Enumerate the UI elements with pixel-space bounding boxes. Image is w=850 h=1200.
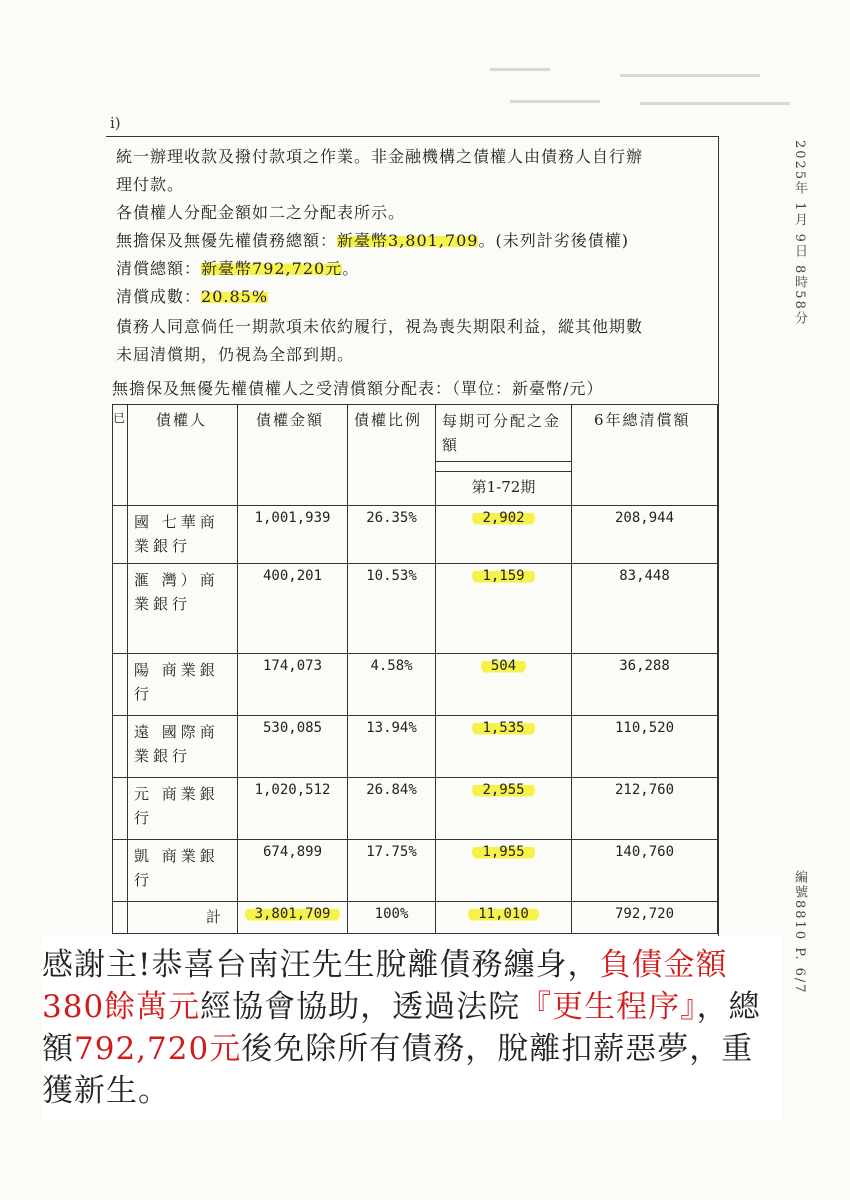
total-per-period: 11,010 [468, 906, 539, 922]
paragraph-repay-ratio [116, 284, 268, 310]
header-total: 6年總清償額 [572, 405, 718, 506]
fax-date-stamp: 2025年 1月 9日 8時58分 [792, 140, 807, 326]
table-row [113, 716, 718, 778]
repay-total-suffix: 。 [342, 259, 360, 278]
note-part-7: 後免除所有債務，脫離扣薪惡夢，重獲新生。 [42, 1031, 754, 1109]
per-period-amount: 2,955 [472, 782, 534, 798]
note-total-amount: 792,720元 [74, 1031, 242, 1067]
paragraph-6b: 未屆清償期，仍視為全部到期。 [116, 345, 355, 364]
note-procedure: 『更生程序』 [520, 989, 697, 1025]
total-repay: 36,288 [572, 654, 718, 716]
table-row [113, 506, 718, 564]
header-per-period: 每期可分配之金額 [436, 405, 572, 462]
paragraph-1b: 理付款。 [116, 175, 185, 194]
total-repay: 212,760 [572, 778, 718, 840]
header-period-range: 第1-72期 [436, 472, 572, 506]
repay-total-amount: 新臺幣792,720元 [201, 259, 343, 278]
claim-amount: 174,073 [238, 654, 348, 716]
paragraph-1a: 統一辦理收款及撥付款項之作業。非金融機構之債權人由債務人自行辦 [116, 147, 644, 166]
claim-amount: 674,899 [238, 840, 348, 902]
claim-amount: 1,001,939 [238, 506, 348, 564]
header-ratio: 債權比例 [348, 405, 436, 506]
claim-ratio: 4.58% [348, 654, 436, 716]
debt-total-note: 。(未列計劣後債權) [478, 231, 629, 250]
table-row [113, 840, 718, 902]
header-mark: i) [110, 114, 121, 132]
table-total-row [113, 902, 718, 934]
note-part-3: 經協會協助，透過法院 [200, 989, 521, 1025]
total-label: 計 [128, 902, 238, 934]
claim-ratio: 26.35% [348, 506, 436, 564]
paragraph-repay-total [116, 256, 359, 282]
claim-amount: 400,201 [238, 564, 348, 654]
claim-ratio: 17.75% [348, 840, 436, 902]
creditor-name: 國 七華商業銀行 [128, 506, 238, 564]
creditor-name: 滙 灣）商業銀行 [128, 564, 238, 654]
claim-amount: 530,085 [238, 716, 348, 778]
paragraph-6a: 債務人同意倘任一期款項未依約履行，視為喪失期限利益，縱其他期數 [116, 317, 644, 336]
claim-amount: 1,020,512 [238, 778, 348, 840]
claim-ratio: 26.84% [348, 778, 436, 840]
total-repay: 83,448 [572, 564, 718, 654]
per-period-amount: 2,902 [472, 510, 534, 526]
distribution-table [112, 404, 718, 934]
debt-total-amount: 新臺幣3,801,709 [337, 231, 479, 250]
total-repay: 140,760 [572, 840, 718, 902]
fax-page-stamp: 編號8810 P. 6/7 [792, 870, 807, 995]
per-period-amount: 504 [481, 658, 526, 674]
paragraph-debt-total [116, 228, 629, 254]
header-index: 已 [113, 405, 128, 506]
per-period-amount: 1,955 [472, 844, 534, 860]
creditor-name: 凱 商業銀行 [128, 840, 238, 902]
debt-total-label: 無擔保及無優先權債務總額： [116, 231, 338, 250]
per-period-amount: 1,535 [472, 720, 534, 736]
claim-ratio: 13.94% [348, 716, 436, 778]
total-repay-sum: 792,720 [572, 902, 718, 934]
repay-ratio-amount: 20.85% [201, 287, 269, 306]
repay-total-label: 清償總額： [116, 259, 202, 278]
claim-ratio: 10.53% [348, 564, 436, 654]
testimony-note [42, 936, 782, 1120]
total-repay: 110,520 [572, 716, 718, 778]
total-repay: 208,944 [572, 506, 718, 564]
header-creditor: 債權人 [128, 405, 238, 506]
table-row [113, 564, 718, 654]
creditor-name: 遠 國際商業銀行 [128, 716, 238, 778]
total-claim-amount: 3,801,709 [245, 906, 341, 922]
note-part-1: 感謝主!恭喜台南汪先生脫離債務纏身， [42, 947, 600, 983]
table-row [113, 654, 718, 716]
header-amount: 債權金額 [238, 405, 348, 506]
total-ratio: 100% [348, 902, 436, 934]
repay-ratio-label: 清償成數： [116, 287, 202, 306]
table-title: 無擔保及無優先權債權人之受清償額分配表：（單位：新臺幣/元） [112, 379, 604, 398]
note-part-5: ，總額 [42, 989, 761, 1067]
creditor-name: 陽 商業銀行 [128, 654, 238, 716]
note-debt-amount: 負債金額380餘萬元 [42, 947, 728, 1025]
per-period-amount: 1,159 [472, 568, 534, 584]
scan-noise [470, 60, 800, 120]
table-row [113, 778, 718, 840]
paragraph-2: 各債權人分配金額如二之分配表所示。 [116, 203, 406, 222]
creditor-name: 元 商業銀行 [128, 778, 238, 840]
